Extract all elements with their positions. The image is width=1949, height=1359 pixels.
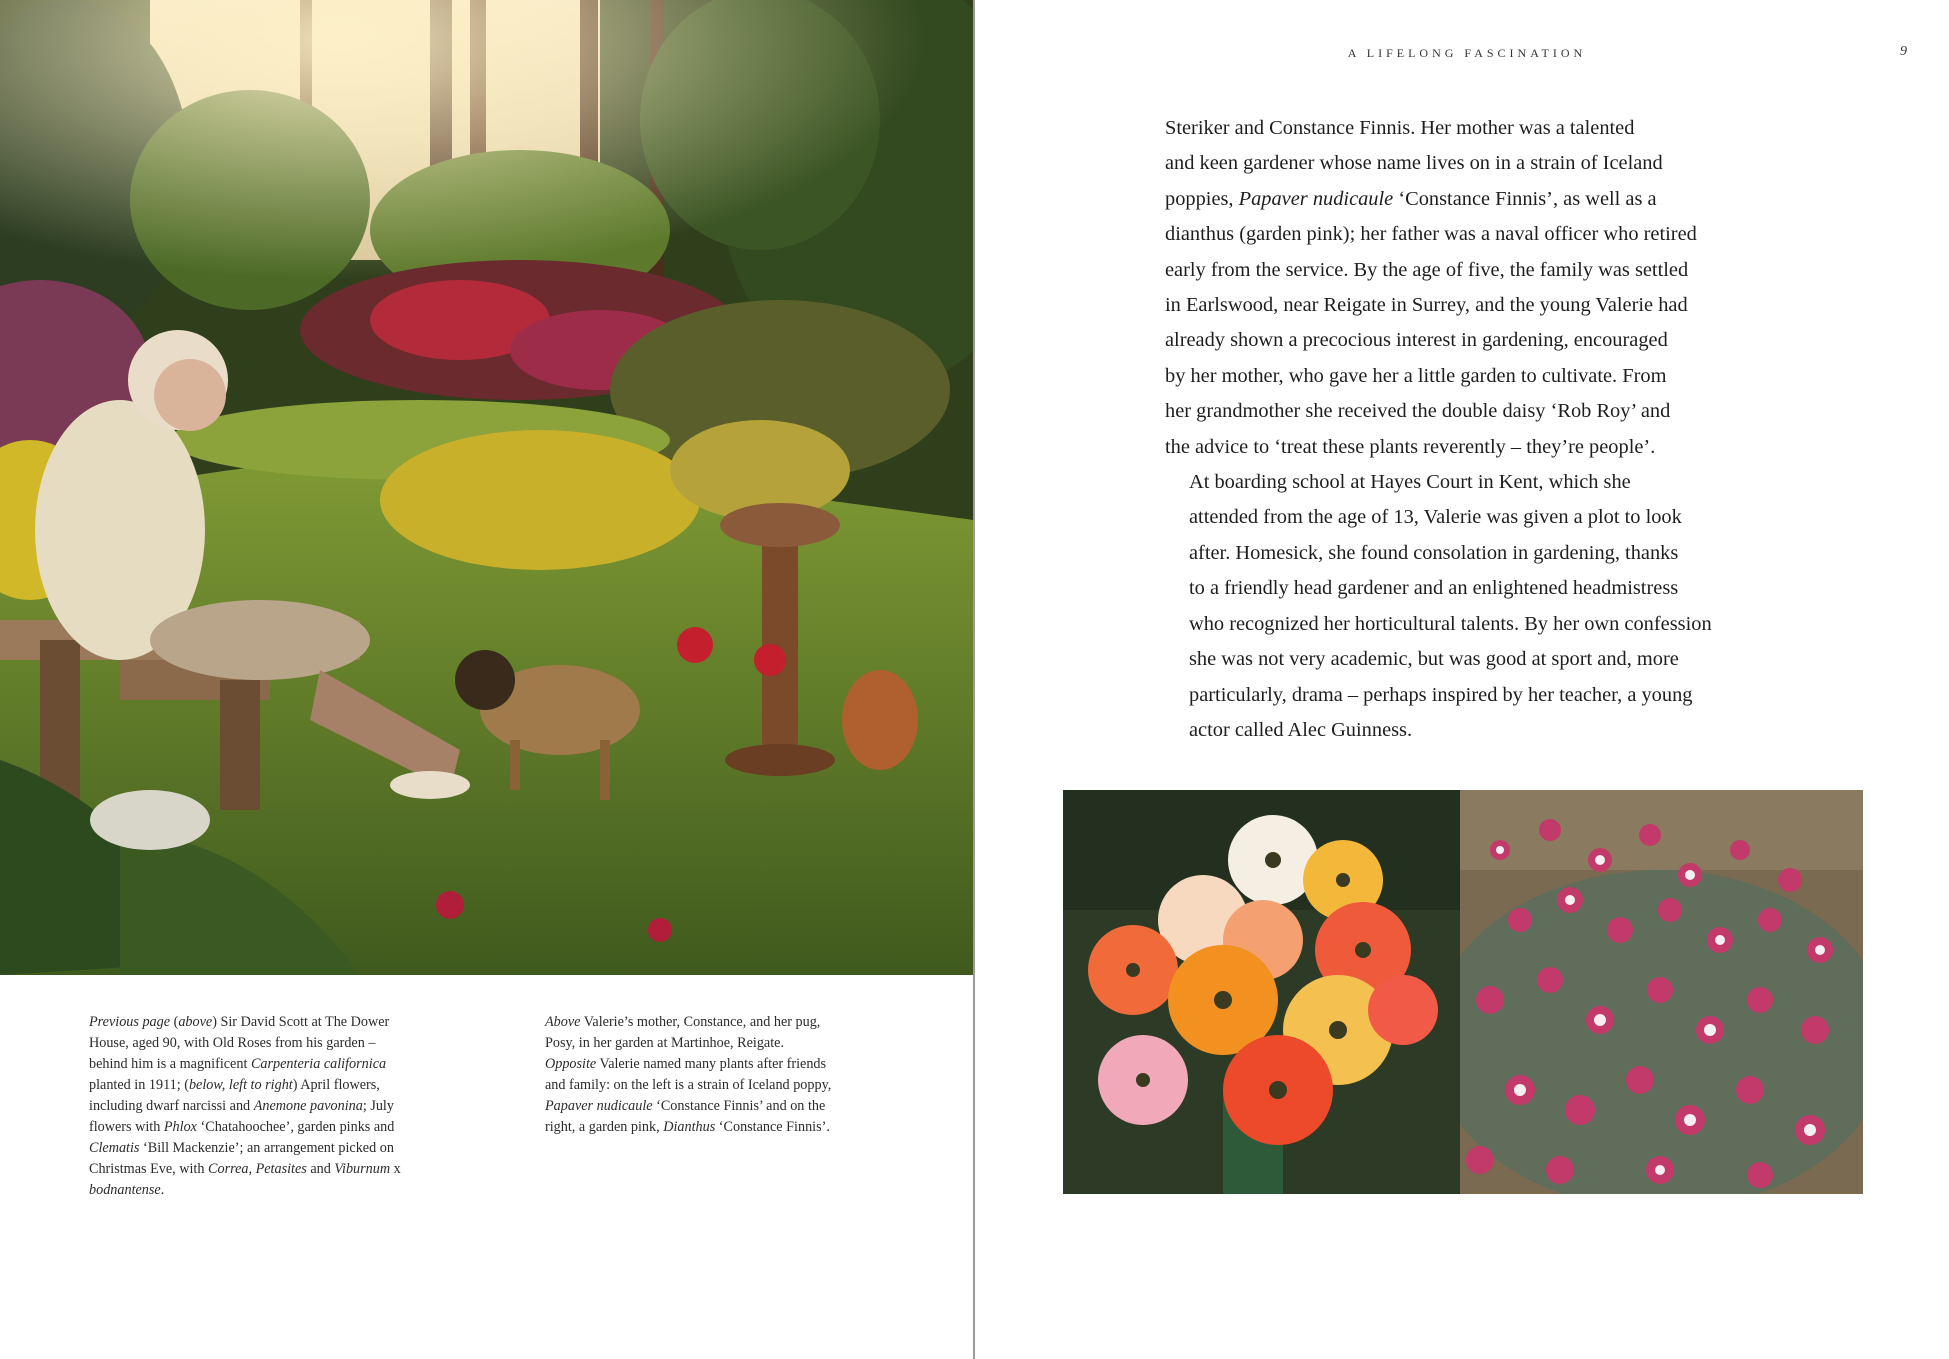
italic-run: Opposite bbox=[545, 1056, 597, 1072]
text-run: , bbox=[248, 1161, 256, 1177]
text-run: ; July bbox=[362, 1098, 394, 1114]
text-run: she was not very academic, but was good at sport and, more bbox=[1189, 648, 1679, 671]
text-line bbox=[1165, 323, 1765, 358]
text-run: At boarding school at Hayes Court in Kent, which she bbox=[1189, 471, 1631, 494]
text-line bbox=[1165, 678, 1765, 713]
left-page bbox=[0, 0, 974, 1359]
text-line bbox=[545, 1033, 880, 1054]
text-line bbox=[1165, 217, 1765, 252]
text-line bbox=[1165, 571, 1765, 606]
right-page bbox=[975, 0, 1949, 1359]
text-run: Valerie named many plants after friends bbox=[596, 1056, 827, 1072]
text-run: and bbox=[306, 1161, 335, 1177]
text-run: actor called Alec Guinness. bbox=[1189, 718, 1413, 741]
text-line bbox=[89, 1075, 434, 1096]
text-line bbox=[89, 1138, 434, 1159]
text-run: to a friendly head gardener and an enlightened headmistress bbox=[1189, 577, 1679, 600]
text-line bbox=[89, 1096, 434, 1117]
text-run: dianthus (garden pink); her father was a naval officer who retired bbox=[1165, 223, 1697, 246]
text-line bbox=[89, 1180, 434, 1201]
italic-run: Dianthus bbox=[663, 1119, 716, 1135]
text-run: in Earlswood, near Reigate in Surrey, and the young Valerie had bbox=[1165, 294, 1688, 317]
text-line bbox=[545, 1012, 880, 1033]
text-run: ( bbox=[170, 1014, 179, 1030]
text-line bbox=[545, 1075, 880, 1096]
text-run: ) Sir David Scott at The Dower bbox=[212, 1014, 390, 1030]
italic-run: bodnantense bbox=[89, 1182, 161, 1198]
text-run: early from the service. By the age of five, the family was settled bbox=[1165, 258, 1689, 281]
italic-run: Petasites bbox=[255, 1161, 307, 1177]
text-line bbox=[89, 1012, 434, 1033]
text-run: ‘Constance Finnis’, as well as a bbox=[1393, 187, 1657, 210]
text-run: Christmas Eve, with bbox=[89, 1161, 209, 1177]
text-run: x bbox=[390, 1161, 401, 1177]
italic-run: Phlox bbox=[163, 1119, 197, 1135]
body-text bbox=[1165, 111, 1765, 748]
italic-run: Carpenteria californica bbox=[250, 1056, 387, 1072]
text-run: . bbox=[160, 1182, 165, 1198]
text-run: planted in 1911; ( bbox=[89, 1077, 189, 1093]
text-run: including dwarf narcissi and bbox=[89, 1098, 254, 1114]
text-run: Posy, in her garden at Martinhoe, Reigate. bbox=[545, 1035, 785, 1051]
text-run: particularly, drama – perhaps inspired by her teacher, a young bbox=[1189, 683, 1693, 706]
text-line bbox=[89, 1117, 434, 1138]
caption-previous-page bbox=[89, 1012, 434, 1201]
text-run: behind him is a magnificent bbox=[89, 1056, 251, 1072]
text-run: ‘Constance Finnis’. bbox=[715, 1119, 830, 1135]
text-line bbox=[1165, 465, 1765, 500]
text-run: right, a garden pink, bbox=[545, 1119, 664, 1135]
text-run: Valerie’s mother, Constance, and her pug, bbox=[580, 1014, 821, 1030]
text-line bbox=[1165, 359, 1765, 394]
text-run: after. Homesick, she found consolation in gardening, thanks bbox=[1189, 541, 1679, 564]
text-run: and family: on the left is a strain of Iceland poppy, bbox=[545, 1077, 832, 1093]
text-line bbox=[1165, 394, 1765, 429]
italic-run: Above bbox=[545, 1014, 581, 1030]
text-run: attended from the age of 13, Valerie was given a plot to look bbox=[1189, 506, 1682, 529]
text-line bbox=[545, 1096, 880, 1117]
text-line bbox=[89, 1054, 434, 1075]
italic-run: Correa bbox=[208, 1161, 249, 1177]
text-line bbox=[545, 1117, 880, 1138]
italic-run: Viburnum bbox=[334, 1161, 391, 1177]
text-line bbox=[1165, 288, 1765, 323]
text-run: flowers with bbox=[89, 1119, 164, 1135]
text-run: her grandmother she received the double daisy ‘Rob Roy’ and bbox=[1165, 400, 1671, 423]
text-line bbox=[545, 1054, 880, 1075]
caption-above-opposite bbox=[545, 1012, 880, 1138]
text-line bbox=[1165, 253, 1765, 288]
paragraph bbox=[1165, 111, 1765, 465]
text-run: and keen gardener whose name lives on in a strain of Iceland bbox=[1165, 152, 1663, 175]
italic-run: Clematis bbox=[89, 1140, 140, 1156]
text-line bbox=[89, 1033, 434, 1054]
text-run: ) April flowers, bbox=[292, 1077, 380, 1093]
text-line bbox=[1165, 111, 1765, 146]
text-line bbox=[1165, 713, 1765, 748]
italic-run: Anemone pavonina bbox=[253, 1098, 363, 1114]
text-line bbox=[1165, 536, 1765, 571]
text-line bbox=[1165, 430, 1765, 465]
page-number: 9 bbox=[1900, 44, 1907, 59]
text-line bbox=[1165, 146, 1765, 181]
text-run: ‘Bill Mackenzie’; an arrangement picked on bbox=[139, 1140, 394, 1156]
italic-run: above bbox=[178, 1014, 213, 1030]
flower-photos bbox=[1063, 790, 1863, 1194]
text-run: poppies, bbox=[1165, 187, 1239, 210]
italic-run: Papaver nudicaule bbox=[1238, 187, 1394, 210]
garden-bench-photo bbox=[0, 0, 974, 975]
paragraph bbox=[1165, 465, 1765, 748]
iceland-poppies-photo bbox=[1063, 790, 1460, 1194]
text-run: the advice to ‘treat these plants reverently – they’re people’. bbox=[1165, 435, 1656, 458]
running-head: A LIFELONG FASCINATION bbox=[1347, 46, 1587, 60]
italic-run: below, left to right bbox=[188, 1077, 293, 1093]
text-run: by her mother, who gave her a little garden to cultivate. From bbox=[1165, 364, 1667, 387]
text-run: Steriker and Constance Finnis. Her mother was a talented bbox=[1165, 117, 1635, 139]
text-line bbox=[1165, 642, 1765, 677]
text-run: House, aged 90, with Old Roses from his garden – bbox=[89, 1035, 376, 1051]
text-run: already shown a precocious interest in gardening, encouraged bbox=[1165, 329, 1668, 352]
italic-run: Previous page bbox=[89, 1014, 171, 1030]
text-run: ‘Constance Finnis’ and on the bbox=[652, 1098, 826, 1114]
text-line bbox=[1165, 182, 1765, 217]
text-line bbox=[1165, 500, 1765, 535]
text-run: who recognized her horticultural talents. By her own confession bbox=[1189, 612, 1712, 635]
text-run: ‘Chatahoochee’, garden pinks and bbox=[196, 1119, 395, 1135]
italic-run: Papaver nudicaule bbox=[545, 1098, 653, 1114]
text-line bbox=[1165, 607, 1765, 642]
garden-pinks-photo bbox=[1460, 790, 1863, 1194]
text-line bbox=[89, 1159, 434, 1180]
